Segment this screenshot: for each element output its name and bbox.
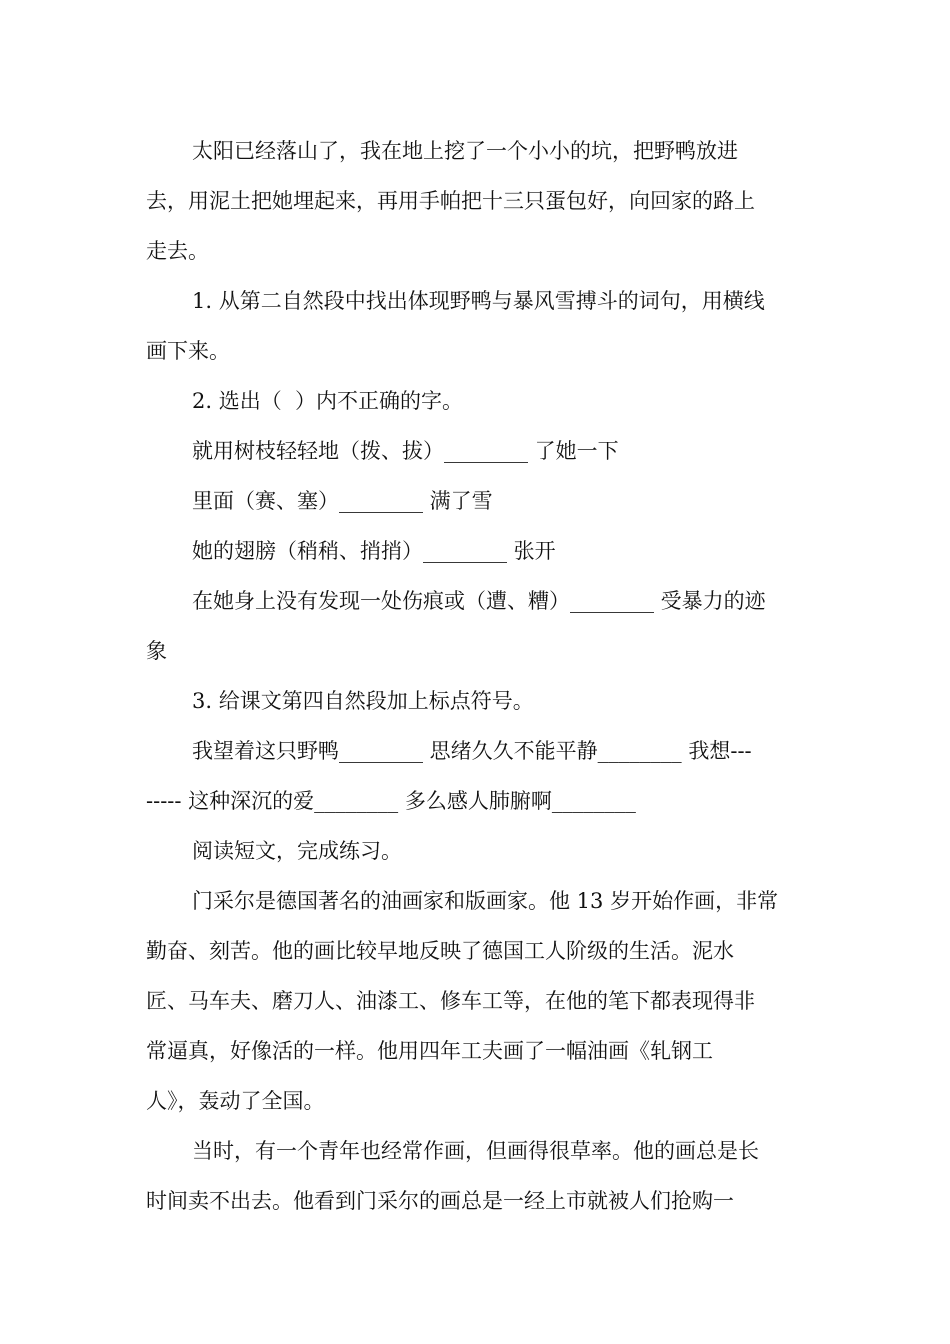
paragraph-line: 去，用泥土把她埋起来，再用手帕把十三只蛋包好，向回家的路上 [146, 189, 755, 213]
question-3-heading: 3. 给课文第四自然段加上标点符号。 [192, 689, 534, 713]
passage-line: 门采尔是德国著名的油画家和版画家。他 13 岁开始作画，非常 [192, 889, 779, 913]
paragraph-line: 走去。 [146, 239, 209, 263]
paragraph-line: 太阳已经落山了，我在地上挖了一个小小的坑，把野鸭放进 [192, 139, 738, 163]
question-2-item: 在她身上没有发现一处伤痕或（遭、糟）________ 受暴力的迹 [192, 589, 766, 613]
question-2-item: 象 [146, 639, 167, 663]
passage-line: 常逼真，好像活的一样。他用四年工夫画了一幅油画《轧钢工 [146, 1039, 713, 1063]
question-2-item: 就用树枝轻轻地（拨、拔）________ 了她一下 [192, 439, 619, 463]
question-2-item: 她的翅膀（稍稍、捎捎）________ 张开 [192, 539, 556, 563]
question-2-heading: 2. 选出（ ）内不正确的字。 [192, 389, 464, 413]
question-2-item: 里面（赛、塞）________ 满了雪 [192, 489, 493, 513]
passage-line: 时间卖不出去。他看到门采尔的画总是一经上市就被人们抢购一 [146, 1189, 734, 1213]
section-heading: 阅读短文，完成练习。 [192, 839, 402, 863]
passage-line: 人》，轰动了全国。 [146, 1089, 325, 1113]
passage-line: 匠、马车夫、磨刀人、油漆工、修车工等，在他的笔下都表现得非 [146, 989, 755, 1013]
question-1-line: 画下来。 [146, 339, 230, 363]
question-3-item: 我望着这只野鸭________ 思绪久久不能平静________ 我想--- [192, 739, 752, 763]
passage-line: 当时，有一个青年也经常作画，但画得很草率。他的画总是长 [192, 1139, 759, 1163]
passage-line: 勤奋、刻苦。他的画比较早地反映了德国工人阶级的生活。泥水 [146, 939, 734, 963]
question-1-line: 1. 从第二自然段中找出体现野鸭与暴风雪搏斗的词句，用横线 [192, 289, 765, 313]
question-3-item: ----- 这种深沉的爱________ 多么感人肺腑啊________ [146, 789, 636, 813]
